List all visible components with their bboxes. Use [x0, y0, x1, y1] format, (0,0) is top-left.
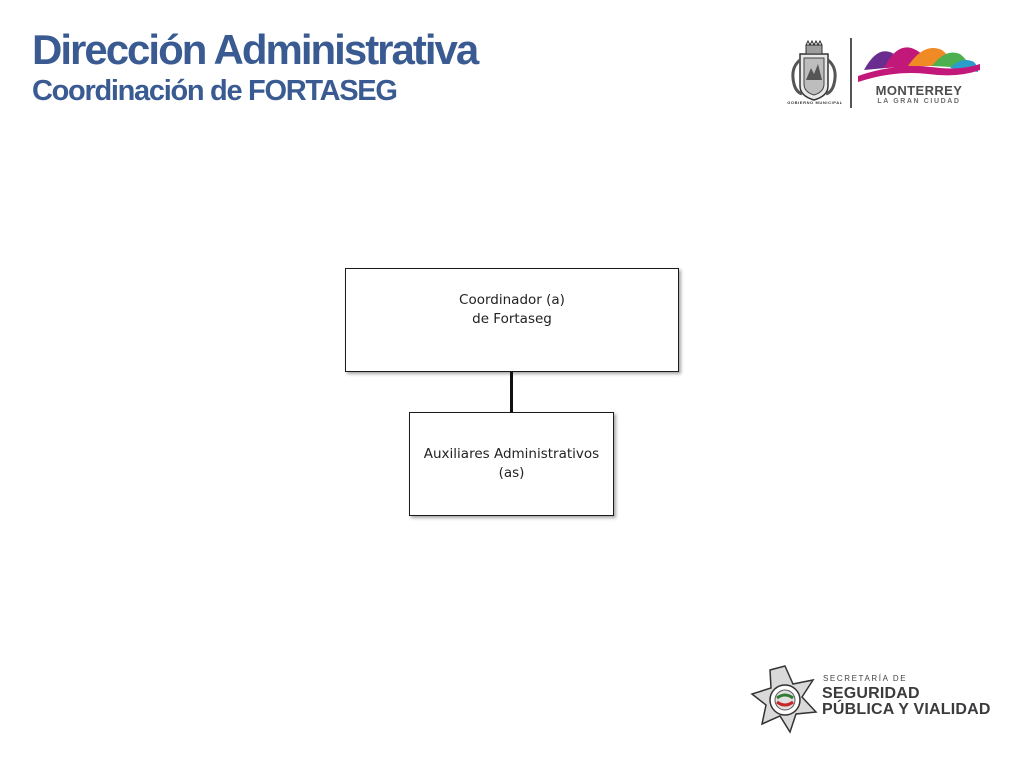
logo-divider	[850, 38, 852, 108]
org-node-auxiliares	[409, 412, 614, 516]
org-node-auxiliares-line1: Auxiliares Administrativos	[423, 446, 600, 462]
org-node-coordinador	[345, 268, 679, 372]
ssp-line2: SEGURIDAD	[822, 685, 920, 702]
org-node-coordinador-line1: Coordinador (a)	[459, 292, 565, 308]
org-node-auxiliares-line2: (as)	[498, 465, 525, 481]
page-title: Dirección Administrativa	[32, 26, 478, 73]
ssp-line3: PÚBLICA Y VIALIDAD	[822, 701, 991, 718]
monterrey-mountains-logo-icon	[858, 40, 980, 84]
page-subtitle: Coordinación de FORTASEG	[32, 75, 397, 107]
ssp-line1: SECRETARÍA DE	[823, 674, 908, 683]
city-name: MONTERREY	[875, 83, 963, 98]
municipal-logos	[784, 36, 994, 110]
org-node-coordinador-line2: de Fortaseg	[472, 311, 552, 327]
ssp-logo	[750, 664, 1006, 736]
city-tagline: LA GRAN CIUDAD	[877, 98, 961, 105]
org-edge-coordinador-auxiliares	[510, 372, 513, 412]
police-star-badge-icon	[750, 664, 820, 734]
seal-caption: GOBIERNO MUNICIPAL	[787, 100, 843, 105]
municipal-coat-of-arms-icon	[788, 40, 840, 106]
title-block	[32, 26, 477, 108]
